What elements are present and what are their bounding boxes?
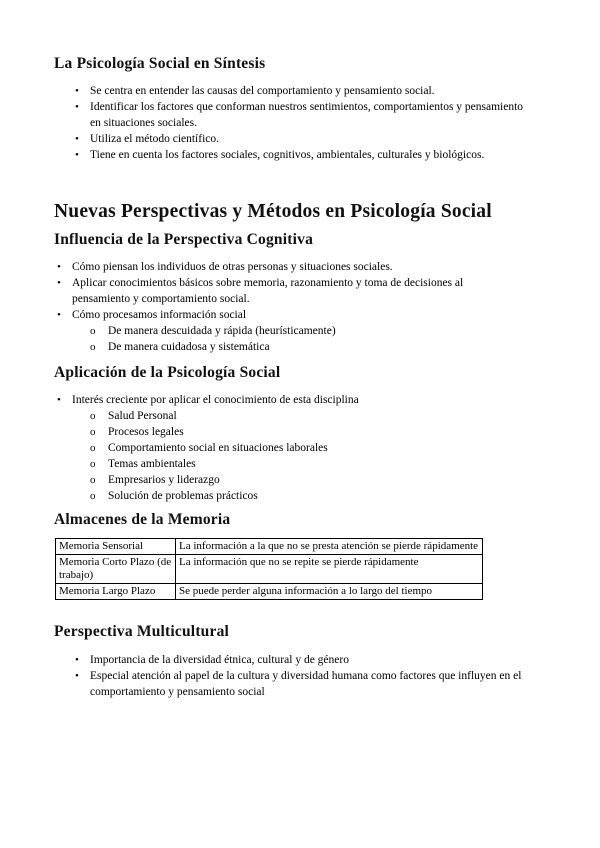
bullet-icon: • bbox=[57, 394, 61, 406]
sub-bullet-icon: o bbox=[90, 410, 96, 422]
bullet-list-multicultural bbox=[72, 652, 552, 700]
heading-almacenes-memoria: Almacenes de la Memoria bbox=[54, 511, 231, 528]
bullet-icon: • bbox=[57, 277, 61, 289]
table-row bbox=[56, 555, 483, 584]
sub-list-item: o Comportamiento social en situaciones laborales bbox=[90, 442, 328, 454]
sub-list-item: o Temas ambientales bbox=[90, 458, 196, 470]
list-item: • Utiliza el método científico. bbox=[75, 133, 220, 145]
heading-perspectiva-cognitiva: Influencia de la Perspectiva Cognitiva bbox=[54, 231, 314, 248]
heading-aplicacion: Aplicación de la Psicología Social bbox=[54, 364, 281, 381]
bullet-icon: • bbox=[75, 149, 79, 161]
list-item: • Importancia de la diversidad étnica, cultural y de género bbox=[75, 654, 349, 666]
table-row bbox=[56, 539, 483, 555]
bullet-list-cognitiva bbox=[54, 259, 504, 355]
sub-bullet-icon: o bbox=[90, 341, 96, 353]
table-cell: La información que no se repite se pierde rápidamente bbox=[176, 555, 483, 584]
sub-list-item: o Solución de problemas prácticos bbox=[90, 490, 258, 502]
list-item: • Se centra en entender las causas del comportamiento y pensamiento social. bbox=[75, 85, 435, 97]
list-item: • Cómo procesamos información social o De manera descuidada y rápida (heurísticamente) o De manera cuidadosa y sistemática bbox=[54, 307, 504, 355]
sub-list-item: o Procesos legales bbox=[90, 426, 184, 438]
table-cell: Memoria Sensorial bbox=[56, 539, 176, 555]
sub-list bbox=[72, 323, 504, 355]
table-cell: Se puede perder alguna información a lo largo del tiempo bbox=[176, 584, 483, 600]
bullet-icon: • bbox=[75, 670, 79, 682]
bullet-list-aplicacion bbox=[54, 392, 504, 504]
list-item: • Tiene en cuenta los factores sociales, cognitivos, ambientales, culturales y biológicos. bbox=[75, 149, 485, 161]
sub-bullet-icon: o bbox=[90, 458, 96, 470]
list-item: • Cómo piensan los individuos de otras personas y situaciones sociales. bbox=[57, 261, 393, 273]
list-item: • Interés creciente por aplicar el conocimiento de esta disciplina o Salud Personal o Procesos legales o Comportamiento social en situaciones laborales o Temas ambientales o Empresarios y liderazgo o Solución de problemas prácticos bbox=[54, 392, 504, 504]
memory-table bbox=[55, 538, 483, 600]
sub-bullet-icon: o bbox=[90, 426, 96, 438]
bullet-icon: • bbox=[57, 309, 61, 321]
bullet-icon: • bbox=[75, 654, 79, 666]
sub-list-item: o De manera descuidada y rápida (heurísticamente) bbox=[90, 325, 336, 337]
table-row bbox=[56, 584, 483, 600]
sub-list-item: o Salud Personal bbox=[90, 410, 177, 422]
sub-bullet-icon: o bbox=[90, 490, 96, 502]
heading-nuevas-perspectivas: Nuevas Perspectivas y Métodos en Psicología Social bbox=[54, 201, 492, 222]
sub-list bbox=[72, 408, 504, 504]
bullet-icon: • bbox=[75, 101, 79, 113]
bullet-icon: • bbox=[75, 133, 79, 145]
list-item: • Identificar los factores que conforman nuestros sentimientos, comportamientos y pensamiento en situaciones sociales. bbox=[75, 101, 524, 129]
list-item: • Especial atención al papel de la cultura y diversidad humana como factores que influyen en el comportamiento y pensamiento social bbox=[75, 670, 522, 698]
sub-bullet-icon: o bbox=[90, 325, 96, 337]
sub-list-item: o Empresarios y liderazgo bbox=[90, 474, 220, 486]
table-cell: Memoria Largo Plazo bbox=[56, 584, 176, 600]
bullet-icon: • bbox=[75, 85, 79, 97]
table-cell: Memoria Corto Plazo (de trabajo) bbox=[56, 555, 176, 584]
sub-list-item: o De manera cuidadosa y sistemática bbox=[90, 341, 270, 353]
sub-bullet-icon: o bbox=[90, 474, 96, 486]
bullet-list-sintesis bbox=[72, 83, 532, 163]
bullet-icon: • bbox=[57, 261, 61, 273]
list-item: • Aplicar conocimientos básicos sobre memoria, razonamiento y toma de decisiones al pensamiento y comportamiento social. bbox=[57, 277, 464, 305]
sub-bullet-icon: o bbox=[90, 442, 96, 454]
heading-psicologia-sintesis: La Psicología Social en Síntesis bbox=[54, 55, 266, 72]
heading-perspectiva-multicultural: Perspectiva Multicultural bbox=[54, 623, 230, 640]
table-cell: La información a la que no se presta atención se pierde rápidamente bbox=[176, 539, 483, 555]
